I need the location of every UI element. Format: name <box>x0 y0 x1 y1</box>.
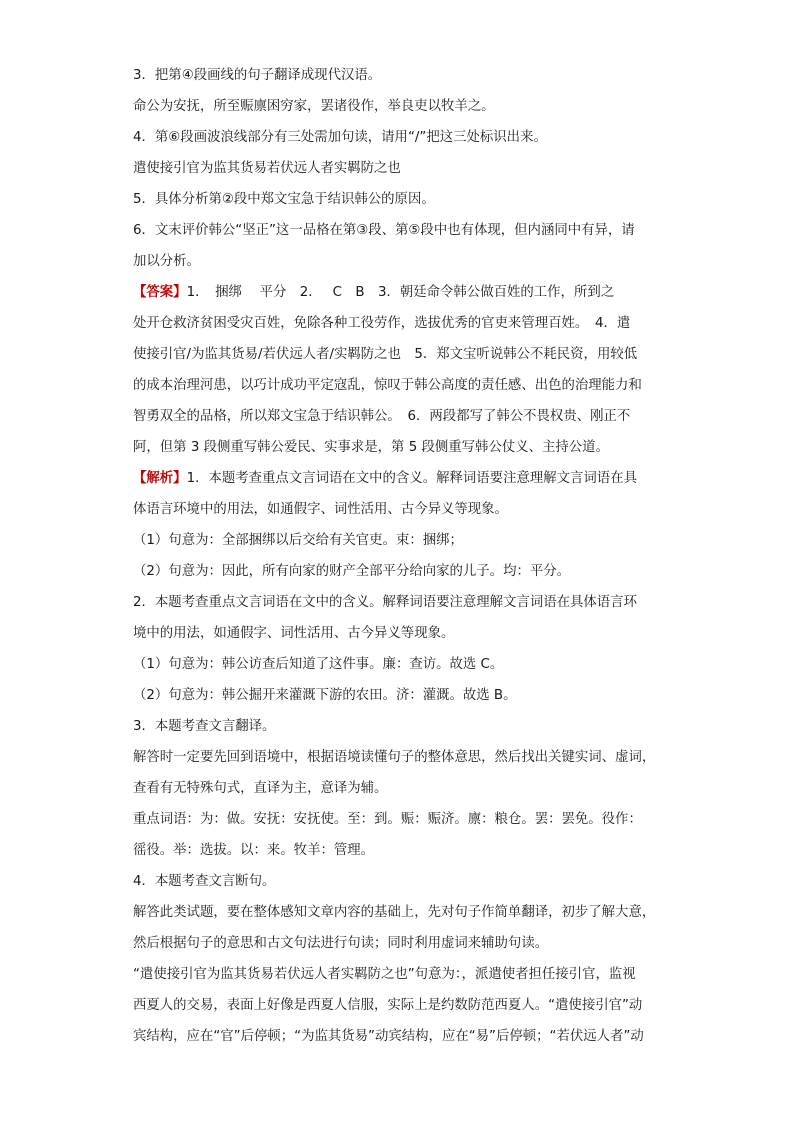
text-line: （1）句意为：全部捆绑以后交给有关官吏。束：捆绑； <box>133 533 463 548</box>
text-line: 3．本题考查文言翻译。 <box>133 719 276 734</box>
text-line: 解答此类试题，要在整体感知文章内容的基础上，先对句子作简单翻译，初步了解大意， <box>133 905 656 920</box>
text-line: 宾结构，应在“官”后停顿；“为监其货易”动宾结构，应在“易”后停顿；“若伏远人者”动 <box>133 1029 644 1044</box>
text-line: 阿，但第 3 段侧重写韩公爱民、实事求是，第 5 段侧重写韩公仗义、主持公道。 <box>133 440 609 455</box>
text-line: 6．文末评价韩公“坚正”这一品格在第③段、第⑤段中也有体现，但内涵同中有异，请 <box>133 223 635 238</box>
text-line: 4．本题考查文言断句。 <box>133 874 276 889</box>
text-line: 5．具体分析第②段中郑文宝急于结识韩公的原因。 <box>133 192 435 207</box>
text-line: 智勇双全的品格，所以郑文宝急于结识韩公。 6．两段都写了韩公不畏权贵、刚正不 <box>133 409 631 424</box>
analysis-block <box>133 494 663 1052</box>
text-line: 徭役。举：选拔。以：来。牧羊：管理。 <box>133 843 375 858</box>
text-line: 体语言环境中的用法，如通假字、词性活用、古今异义等现象。 <box>133 502 508 517</box>
text-line: 命公为安抚，所至赈廪困穷家，罢诸役作，举良吏以牧羊之。 <box>133 99 495 114</box>
text-line: （2）句意为：因此，所有向家的财产全部平分给向家的儿子。均：平分。 <box>133 564 571 579</box>
text-line: 加以分析。 <box>133 254 200 269</box>
text-line: 的成本治理河患，以巧计成功平定寇乱，惊叹于韩公高度的责任感、出色的治理能力和 <box>133 378 642 393</box>
answer-text: 1． 捆绑 平分 2． C B 3．朝廷命令韩公做百姓的工作，所到之 <box>186 285 615 300</box>
text-line: 西夏人的交易，表面上好像是西夏人信服，实际上是约数防范西夏人。“遣使接引官”动 <box>133 998 643 1013</box>
text-line: 境中的用法，如通假字、词性活用、古今异义等现象。 <box>133 626 455 641</box>
text-line: （2）句意为：韩公掘开来灌溉下游的农田。济：灌溉。故选 B。 <box>133 688 517 703</box>
text-line: 重点词语：为：做。安抚：安抚使。至：到。赈：赈济。廪：粮仓。罢：罢免。役作： <box>133 812 642 827</box>
answer-first-line <box>133 277 663 308</box>
text-line: （1）句意为：韩公访查后知道了这件事。廉：查访。故选 C。 <box>133 657 504 672</box>
text-line: “遣使接引官为监其货易若伏远人者实羁防之也”句意为：，派遣使者担任接引官，监视 <box>133 967 636 982</box>
text-line: 解答时一定要先回到语境中，根据语境读懂句子的整体意思，然后找出关键实词、虚词， <box>133 750 656 765</box>
analysis-first-line <box>133 463 663 494</box>
document-page <box>133 60 663 1052</box>
text-line: 然后根据句子的意思和古文句法进行句读；同时利用虚词来辅助句读。 <box>133 936 549 951</box>
text-line: 查看有无特殊句式，直译为主，意译为辅。 <box>133 781 388 796</box>
text-line: 使接引官/为监其货易/若伏远人者/实羁防之也 5．郑文宝听说韩公不耗民资，用较低 <box>133 347 638 362</box>
question-block <box>133 60 663 277</box>
text-line: 4．第⑥段画波浪线部分有三处需加句读，请用“/”把这三处标识出来。 <box>133 130 547 145</box>
answer-tag: 【答案】 <box>133 285 187 300</box>
text-line: 2．本题考查重点文言词语在文中的含义。解释词语要注意理解文言词语在具体语言环 <box>133 595 637 610</box>
text-line: 处开仓救济贫困受灾百姓，免除各种工役劳作，选拔优秀的官吏来管理百姓。 4．遣 <box>133 316 631 331</box>
text-line: 遣使接引官为监其货易若伏远人者实羁防之也 <box>133 161 401 176</box>
analysis-tag: 【解析】 <box>133 471 187 486</box>
text-line: 3．把第④段画线的句子翻译成现代汉语。 <box>133 68 382 83</box>
answer-block <box>133 308 663 463</box>
analysis-text: 1．本题考查重点文言词语在文中的含义。解释词语要注意理解文言词语在具 <box>186 471 637 486</box>
